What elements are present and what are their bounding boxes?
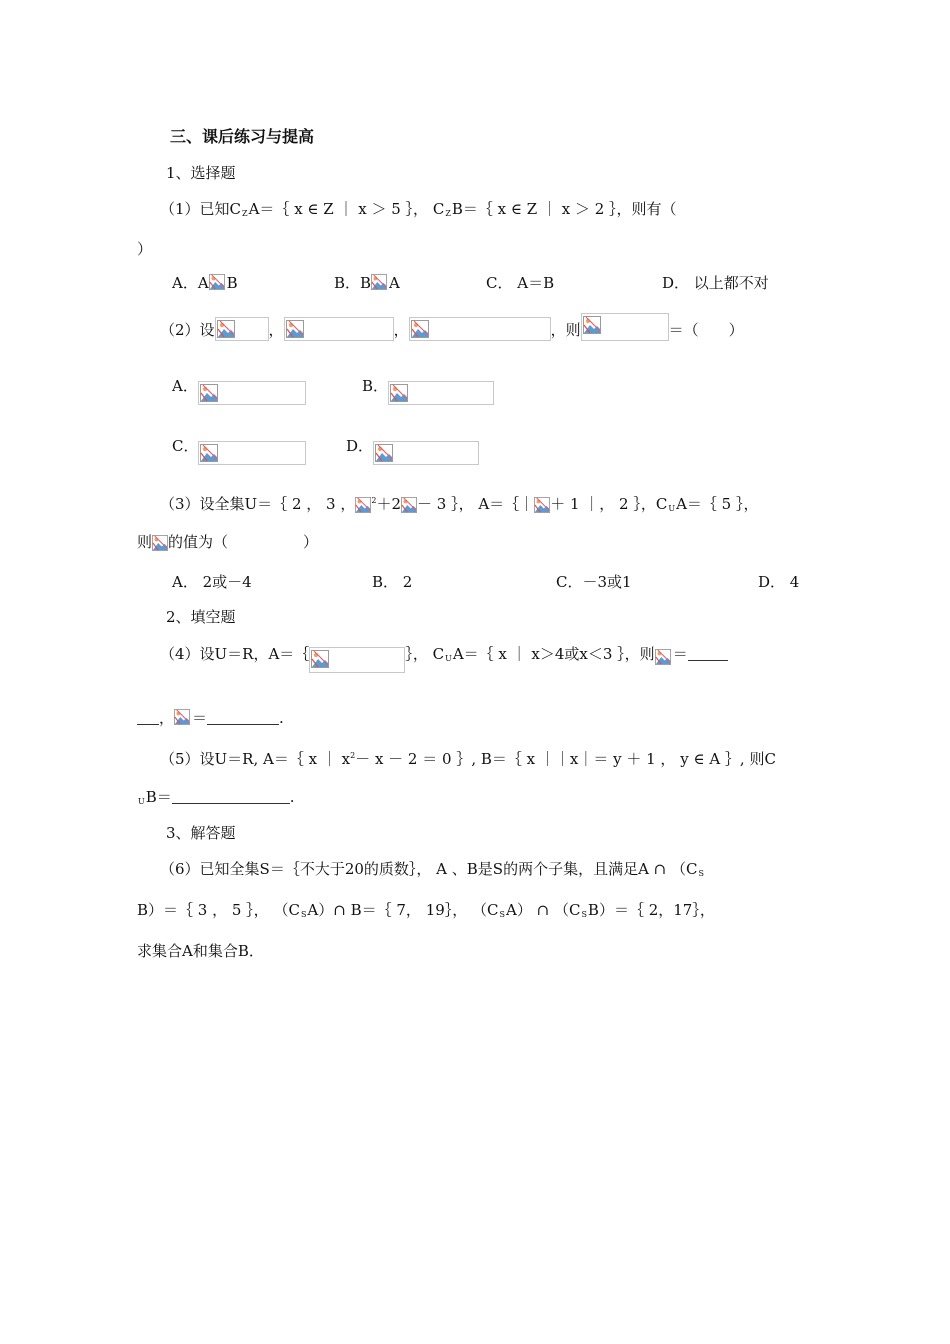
broken-image-icon	[152, 535, 168, 553]
broken-image-icon	[401, 497, 417, 515]
q3-option-a: A． 2或－4	[172, 573, 252, 591]
q5-line2: $_U$B＝ .	[138, 788, 295, 806]
broken-image-icon	[583, 316, 601, 334]
formula-image-placeholder	[409, 317, 551, 341]
q1-line2: ）	[137, 240, 153, 258]
answer-blank[interactable]	[688, 646, 728, 661]
broken-image-icon	[286, 320, 304, 338]
formula-image-placeholder	[309, 647, 405, 673]
q1-line1: （1）已知$C_ZA=\{$ x ∈ Z ｜ x ＞ 5 ｝， $C_ZB=\{$ x ∈ Z ｜ x ＞ 2 ｝，则有（	[160, 200, 677, 218]
broken-image-icon	[355, 497, 371, 515]
q3-option-d: D． 4	[758, 573, 800, 591]
broken-image-icon	[390, 384, 408, 402]
broken-image-icon	[200, 384, 218, 402]
q5-line1: （5）设U＝R, A＝｛ x ｜ $x^2- x - 2 = 0$ ｝, B＝｛ x ｜｜x｜＝ y ＋ 1 ， y ∈ A ｝, 则C	[160, 750, 776, 768]
broken-image-icon	[174, 709, 192, 729]
broken-image-icon	[534, 497, 550, 515]
broken-image-icon	[311, 650, 329, 668]
answer-blank[interactable]	[207, 710, 279, 725]
broken-image-icon	[371, 274, 389, 294]
q3-option-b: B． 2	[372, 573, 413, 591]
q1-option-b: B．B A	[334, 274, 400, 292]
q4-line2: ， ＝ .	[137, 707, 284, 729]
broken-image-icon	[655, 649, 673, 669]
q2-option-a: A．	[172, 375, 306, 405]
q2-option-b: B．	[362, 375, 494, 405]
q1-option-a: A．A B	[172, 274, 238, 292]
broken-image-icon	[375, 444, 393, 462]
answer-blank[interactable]	[137, 710, 159, 725]
answer-blank[interactable]	[172, 789, 290, 804]
broken-image-icon	[411, 320, 429, 338]
q2-line: （2）设 ， ， ，则 ＝（ ）	[160, 313, 744, 341]
q6-line1: （6）已知全集S＝｛不大于20的质数｝， A 、B是S的两个子集，且满足A ∩ （$C_S$	[160, 860, 704, 878]
q1-option-c: C． A＝B	[486, 274, 555, 292]
part2-title: 2、填空题	[166, 608, 236, 626]
q6-line3: 求集合A和集合B．	[137, 942, 264, 960]
formula-image-placeholder	[388, 381, 494, 405]
formula-image-placeholder	[373, 441, 479, 465]
broken-image-icon	[217, 320, 235, 338]
q2-option-c: C．	[172, 435, 306, 465]
q3-line1: （3）设全集U＝｛ 2 ， 3 ， $^2$＋2 － 3 ｝， A＝｛｜ ＋ 1 ｜， 2 ｝，$C_UA=\{$ 5 ｝，	[160, 495, 759, 513]
broken-image-icon	[200, 444, 218, 462]
formula-image-placeholder	[284, 317, 394, 341]
part3-title: 3、解答题	[166, 824, 236, 842]
q2-option-d: D．	[346, 435, 479, 465]
q1-option-d: D． 以上都不对	[662, 274, 769, 292]
q3-line2: 则 的值为（ ）	[137, 533, 319, 551]
q4-line1: （4）设U＝R，A＝｛ ｝， $C_UA=\{$ x ｜ x＞4或x＜3 ｝，则 ＝	[160, 643, 728, 673]
section-title: 三、课后练习与提高	[170, 127, 315, 146]
formula-image-placeholder	[215, 317, 269, 341]
formula-image-placeholder	[198, 441, 306, 465]
broken-image-icon	[209, 274, 227, 294]
q6-line2: B）＝｛ 3 ， 5 ｝， $(C_SA)\cap$ B＝｛ 7， 19｝， $(C_SA)$ ∩ $(C_SB)=\{$ 2，17｝，	[137, 901, 715, 919]
part1-title: 1、选择题	[166, 164, 236, 182]
formula-image-placeholder	[198, 381, 306, 405]
q3-option-c: C．－3或1	[556, 573, 632, 591]
formula-image-placeholder	[581, 313, 669, 341]
